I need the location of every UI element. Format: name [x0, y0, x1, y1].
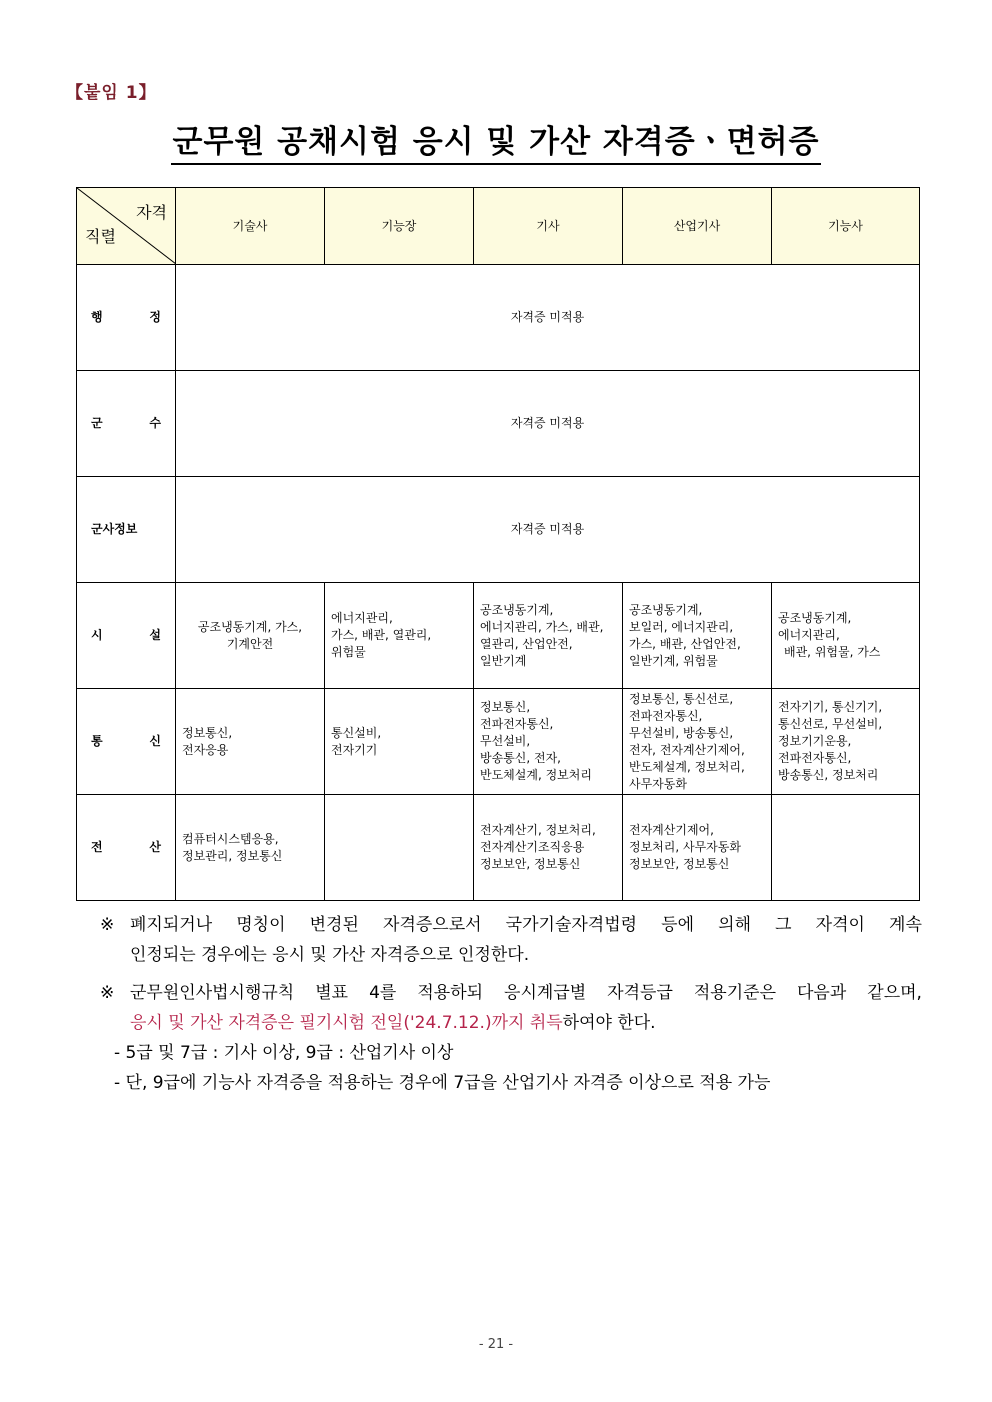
table-row: [77, 689, 920, 795]
diagonal-line: [77, 188, 175, 264]
table-cell: 전자기기, 통신기기, 통신선로, 무선설비, 정보기기운용, 전파전자통신, 방송통신, 정보처리: [772, 689, 920, 795]
corner-label-series: 직렬: [85, 227, 116, 246]
deadline-highlight: 응시 및 가산 자격증은 필기시험 전일('24.7.12.)까지 취득: [130, 1013, 563, 1033]
page-number: - 21 -: [478, 1337, 514, 1352]
row-label: 행 정: [77, 265, 176, 371]
note-line: 응시 및 가산 자격증은 필기시험 전일('24.7.12.)까지 취득하여야 한다.: [130, 1013, 656, 1033]
corner-label-certificate: 자격: [136, 203, 167, 222]
table-row: [77, 371, 920, 477]
note-line: 인정되는 경우에는 응시 및 가산 자격증으로 인정한다.: [130, 945, 530, 965]
table-cell: 정보통신, 통신선로, 전파전자통신, 무선설비, 방송통신, 전자, 전자계산기제어, 반도체설계, 정보처리, 사무자동화: [623, 689, 772, 795]
table-row: [77, 477, 920, 583]
table-row: [77, 265, 920, 371]
grade-rule-bullet: - 단, 9급에 기능사 자격증을 적용하는 경우에 7급을 산업기사 자격증 이상으로 적용 가능: [114, 1073, 771, 1093]
table-header-row: [77, 188, 920, 265]
row-label: 군 수: [77, 371, 176, 477]
column-header: 기술사: [176, 188, 325, 265]
table-row: [77, 583, 920, 689]
row-label: 시 설: [77, 583, 176, 689]
note-line: 군무원인사법시행규칙 별표 4를 적용하되 응시계급별 자격등급 적용기준은 다음과 같으며,: [130, 983, 922, 1003]
table-cell-empty: [325, 795, 474, 901]
corner-header-cell: [77, 188, 176, 265]
table-cell: 에너지관리, 가스, 배관, 열관리, 위험물: [325, 583, 474, 689]
row-label: 군사정보: [77, 477, 176, 583]
note-item: [100, 978, 922, 1038]
table-cell: 전자계산기, 정보처리, 전자계산기조직응용 정보보안, 정보통신: [474, 795, 623, 901]
column-header: 기사: [474, 188, 623, 265]
page-title-wrap: [0, 116, 992, 161]
table-cell: 컴퓨터시스템응용, 정보관리, 정보통신: [176, 795, 325, 901]
table-cell: 공조냉동기계, 보일러, 에너지관리, 가스, 배관, 산업안전, 일반기계, 위험물: [623, 583, 772, 689]
not-applicable-cell: 자격증 미적용: [176, 371, 920, 477]
table-cell: 공조냉동기계, 에너지관리, 배관, 위험물, 가스: [772, 583, 920, 689]
certificate-table: [76, 187, 920, 901]
reference-mark: ※: [100, 983, 115, 1003]
reference-mark: ※: [100, 915, 115, 935]
table-cell: 정보통신, 전자응용: [176, 689, 325, 795]
attachment-label: 【붙임 1】: [66, 83, 157, 103]
notes-section: [100, 910, 922, 1098]
table-cell: 통신설비, 전자기기: [325, 689, 474, 795]
table-cell: 공조냉동기계, 가스, 기계안전: [176, 583, 325, 689]
table-cell: 정보통신, 전파전자통신, 무선설비, 방송통신, 전자, 반도체설계, 정보처리: [474, 689, 623, 795]
row-label: 전 산: [77, 795, 176, 901]
table-cell: 공조냉동기계, 에너지관리, 가스, 배관, 열관리, 산업안전, 일반기계: [474, 583, 623, 689]
not-applicable-cell: 자격증 미적용: [176, 265, 920, 371]
note-line: 폐지되거나 명칭이 변경된 자격증으로서 국가기술자격법령 등에 의해 그 자격이 계속: [130, 915, 922, 935]
table-row: [77, 795, 920, 901]
row-label: 통 신: [77, 689, 176, 795]
note-item: [100, 910, 922, 970]
column-header: 기능장: [325, 188, 474, 265]
grade-rule-bullet: - 5급 및 7급 : 기사 이상, 9급 : 산업기사 이상: [114, 1043, 454, 1063]
table-cell-empty: [772, 795, 920, 901]
table-cell: 전자계산기제어, 정보처리, 사무자동화 정보보안, 정보통신: [623, 795, 772, 901]
not-applicable-cell: 자격증 미적용: [176, 477, 920, 583]
column-header: 산업기사: [623, 188, 772, 265]
page-title: 군무원 공채시험 응시 및 가산 자격증ㆍ면허증: [171, 124, 822, 165]
column-header: 기능사: [772, 188, 920, 265]
